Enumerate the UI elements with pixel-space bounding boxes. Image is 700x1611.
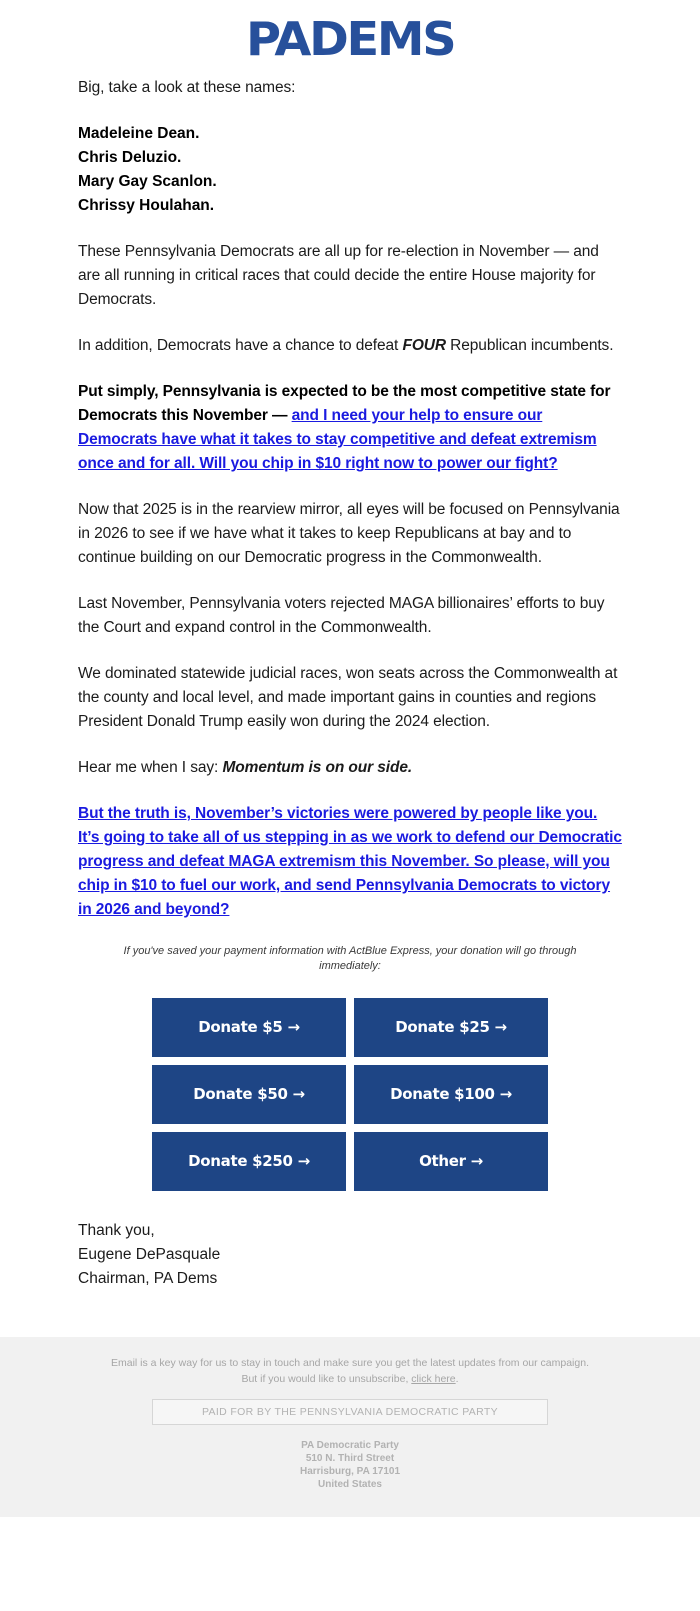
paragraph-2026-outlook: Now that 2025 is in the rearview mirror, all eyes will be focused on Pennsylvania in 2026 to see if we have what it takes to keep Republicans at bay and to continue building on our Democratic progress in the Commonwealth.: [78, 501, 620, 566]
donate-cell: [354, 1132, 548, 1191]
paragraph-final-appeal: [78, 802, 622, 922]
footer-address: [40, 1439, 660, 1491]
donate-100-button[interactable]: Donate $100 →: [354, 1065, 548, 1124]
padems-logo[interactable]: PADEMS: [245, 12, 455, 66]
greeting-text: Big, take a look at these names:: [78, 79, 296, 96]
signature-closing: Thank you,: [78, 1222, 155, 1239]
unsubscribe-period: .: [455, 1373, 459, 1385]
donate-other-button[interactable]: Other →: [354, 1132, 548, 1191]
list-item: Madeleine Dean.: [78, 125, 200, 142]
candidate-names-list: [78, 122, 622, 218]
donate-cell: [152, 1132, 346, 1191]
email-header: [0, 0, 700, 72]
donate-button-row: [152, 1132, 548, 1191]
donate-250-button[interactable]: Donate $250 →: [152, 1132, 346, 1191]
paragraph-judicial-wins: We dominated statewide judicial races, won seats across the Commonwealth at the county and local level, and made important gains in counties and regions President Donald Trump easily won during the 2024 election.: [78, 665, 618, 730]
signature-title: Chairman, PA Dems: [78, 1270, 218, 1287]
emphasis-momentum: Momentum is on our side.: [222, 759, 413, 776]
address-line: PA Democratic Party: [301, 1440, 399, 1451]
donate-25-button[interactable]: Donate $25 →: [354, 998, 548, 1057]
list-item: Mary Gay Scanlon.: [78, 173, 217, 190]
address-line: United States: [318, 1479, 382, 1490]
donate-cell: [152, 1065, 346, 1124]
bottom-spacer: [78, 1291, 622, 1337]
donate-cell: [152, 998, 346, 1057]
paragraph-put-simply: [78, 380, 622, 476]
donate-50-button[interactable]: Donate $50 →: [152, 1065, 346, 1124]
donate-inline-link-first[interactable]: and I need your help to ensure our Democrats have what it takes to stay competitive and defeat extremism once and for all. Will you chip in $10 right now to power our fight?: [78, 407, 597, 472]
email-footer: [0, 1337, 700, 1517]
bold-lead-text: Put simply, Pennsylvania is expected to be the most competitive state for Democrats this November —: [78, 383, 611, 424]
paragraph-momentum: [78, 756, 622, 780]
actblue-express-disclaimer: If you've saved your payment information with ActBlue Express, your donation will go through immediately:: [123, 945, 577, 972]
donate-button-row: [152, 1065, 548, 1124]
signature-name: Eugene DePasquale: [78, 1246, 221, 1263]
paragraph-reelection: These Pennsylvania Democrats are all up for re-election in November — and are all running in critical races that could decide the entire House majority for Democrats.: [78, 243, 599, 308]
paragraph-text-pre: In addition, Democrats have a chance to defeat: [78, 337, 403, 354]
paragraph-last-november: Last November, Pennsylvania voters rejected MAGA billionaires’ efforts to buy the Court and expand control in the Commonwealth.: [78, 595, 605, 636]
list-item: Chrissy Houlahan.: [78, 197, 215, 214]
paragraph-four-republicans: [78, 334, 622, 358]
donate-button-row: [152, 998, 548, 1057]
donate-button-grid: [144, 990, 556, 1199]
paragraph-text-post: Republican incumbents.: [445, 337, 614, 354]
donate-5-button[interactable]: Donate $5 →: [152, 998, 346, 1057]
footer-contact-note: Email is a key way for us to stay in touch and make sure you get the latest updates from our campaign.: [111, 1357, 589, 1369]
donate-cell: [354, 998, 548, 1057]
footer-unsubscribe-line: [40, 1371, 660, 1387]
signature-block: [78, 1219, 622, 1291]
address-line: Harrisburg, PA 17101: [299, 1466, 401, 1477]
paragraph-text-pre: Hear me when I say:: [78, 759, 223, 776]
donate-cell: [354, 1065, 548, 1124]
unsubscribe-text: But if you would like to unsubscribe,: [241, 1373, 412, 1385]
address-line: 510 N. Third Street: [305, 1453, 395, 1464]
paid-for-disclaimer: PAID FOR BY THE PENNSYLVANIA DEMOCRATIC PARTY: [152, 1399, 548, 1425]
unsubscribe-link[interactable]: click here: [411, 1373, 456, 1385]
list-item: Chris Deluzio.: [78, 149, 182, 166]
email-content: [0, 72, 700, 1337]
emphasis-four: FOUR: [402, 337, 446, 354]
donate-inline-link-second[interactable]: But the truth is, November’s victories were powered by people like you. It’s going to take all of us stepping in as we work to defend our Democratic progress and defeat MAGA extremism this November. So please, will you chip in $10 to fuel our work, and send Pennsylvania Democrats to victory in 2026 and beyond?: [78, 805, 622, 918]
